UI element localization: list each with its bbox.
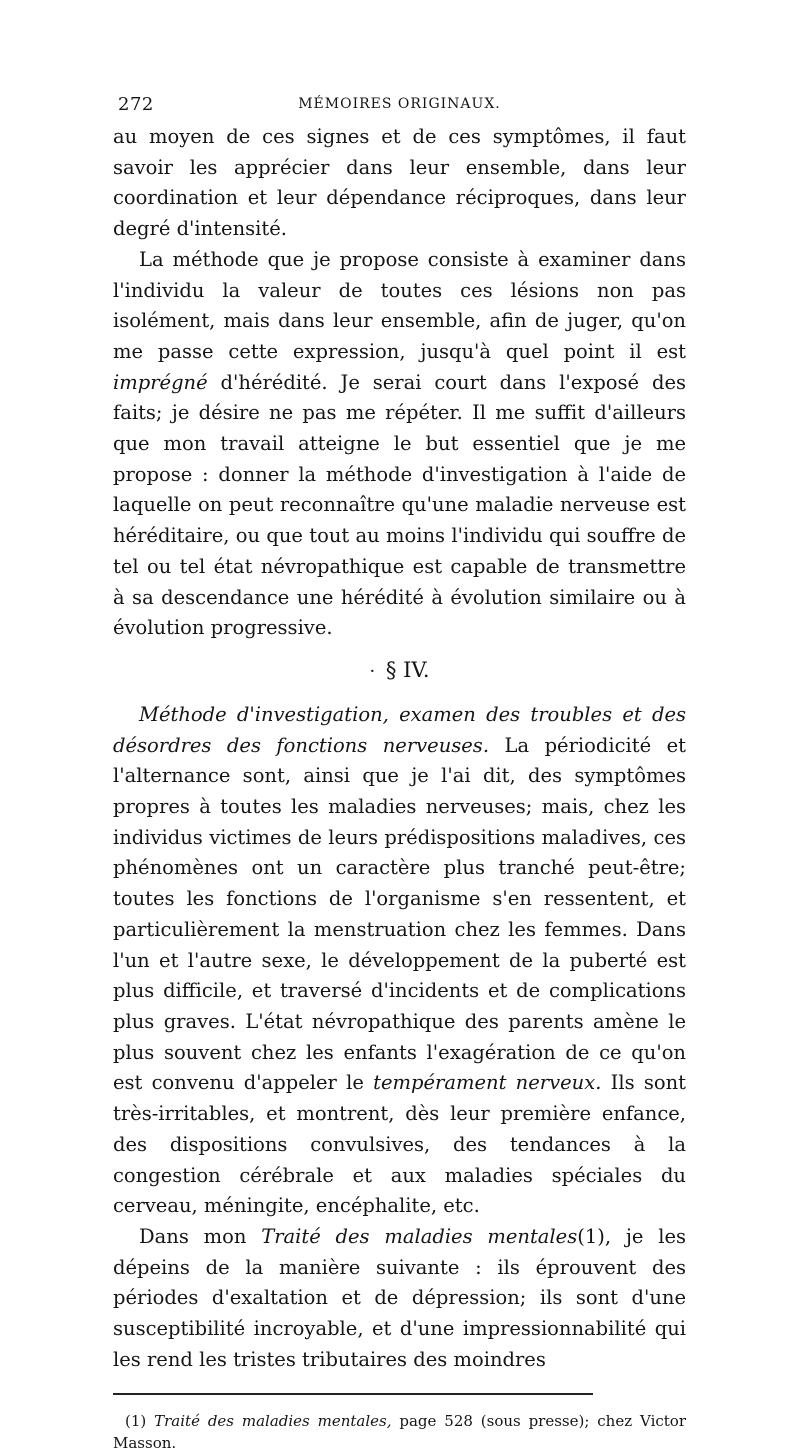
running-title: MÉMOIRES ORIGINAUX. [298,96,501,112]
treatise-text-start: Dans mon [139,1224,262,1248]
investigation-text-start: La périodicité et l'alternance sont, ainsi que je l'ai dit, des symptômes propres à toutes les maladies nerveuses; mais, chez les individus victimes de leurs prédispositions maladives, ces phénomènes ont un caractère plus tranché peut-être; toutes les fonctions de l'organisme s'en ressentent, et particulièrement la menstruation chez les femmes. Dans l'un et l'autre sexe, le développement de la puberté est plus difficile, et traversé d'incidents et de complications plus graves. L'état névropathique des parents amène le plus souvent chez les enfants l'exagération de ce qu'on est convenu d'appeler le [113,733,686,1095]
section-mark: · [369,660,376,682]
footnote-marker: (1) [125,1412,155,1431]
method-text-end: d'hérédité. Je serai court dans l'exposé des faits; je désire ne pas me répéter. Il me suffit d'ailleurs que mon travail atteigne le but essentiel que je me propose : donner la méthode d'investigation à l'aide de laquelle on peut reconnaître qu'une maladie nerveuse est héréditaire, ou que tout au moins l'individu qui souffre de tel ou tel état névropathique est capable de transmettre à sa descendance une hérédité à évolution similaire ou à évolution progressive. [113,370,686,640]
page-number: 272 [118,94,154,115]
footnote [113,1410,686,1454]
body-text [113,122,686,1375]
section-title: § IV. [385,657,430,682]
method-text-start: La méthode que je propose consiste à examiner dans l'individu la valeur de toutes ces lésions non pas isolément, mais dans leur ensemble, afin de juger, qu'on me passe cette expression, jusqu'à quel point il est [113,247,686,363]
temperament-term: tempérament nerveux. [373,1071,602,1095]
impregne-emphasis: imprégné [113,370,208,394]
section-heading [113,648,686,694]
method-paragraph [113,245,686,644]
investigation-text-end: Ils sont très-irritables, et montrent, dès leur première enfance, des dispositions convulsives, des tendances à la congestion cérébrale et aux maladies spéciales du cerveau, méningite, encéphalite, etc. [113,1071,686,1218]
footnote-text: page 528 (sous presse); chez Victor Masson. [113,1412,686,1453]
paragraph-continuation: au moyen de ces signes et de ces symptômes, il faut savoir les apprécier dans leur ensemble, dans leur coordination et leur dépendance réciproques, dans leur degré d'intensité. [113,125,686,241]
treatise-text-end: (1), je les dépeins de la manière suivante : ils éprouvent des périodes d'exaltation et de dépression; ils sont d'une susceptibilité incroyable, et d'une impressionnabilité qui les rend les tristes tributaires des moindres [113,1224,686,1371]
book-page [113,92,686,1453]
page-header [113,92,686,122]
investigation-heading: Méthode d'investigation, examen des troubles et des désordres des fonctions nerveuses. [113,702,686,757]
treatise-title: Traité des maladies mentales [261,1224,578,1248]
footnote-divider [113,1393,593,1395]
investigation-paragraph [113,700,686,1222]
footnote-title: Traité des maladies mentales, [154,1412,392,1431]
treatise-paragraph [113,1222,686,1376]
